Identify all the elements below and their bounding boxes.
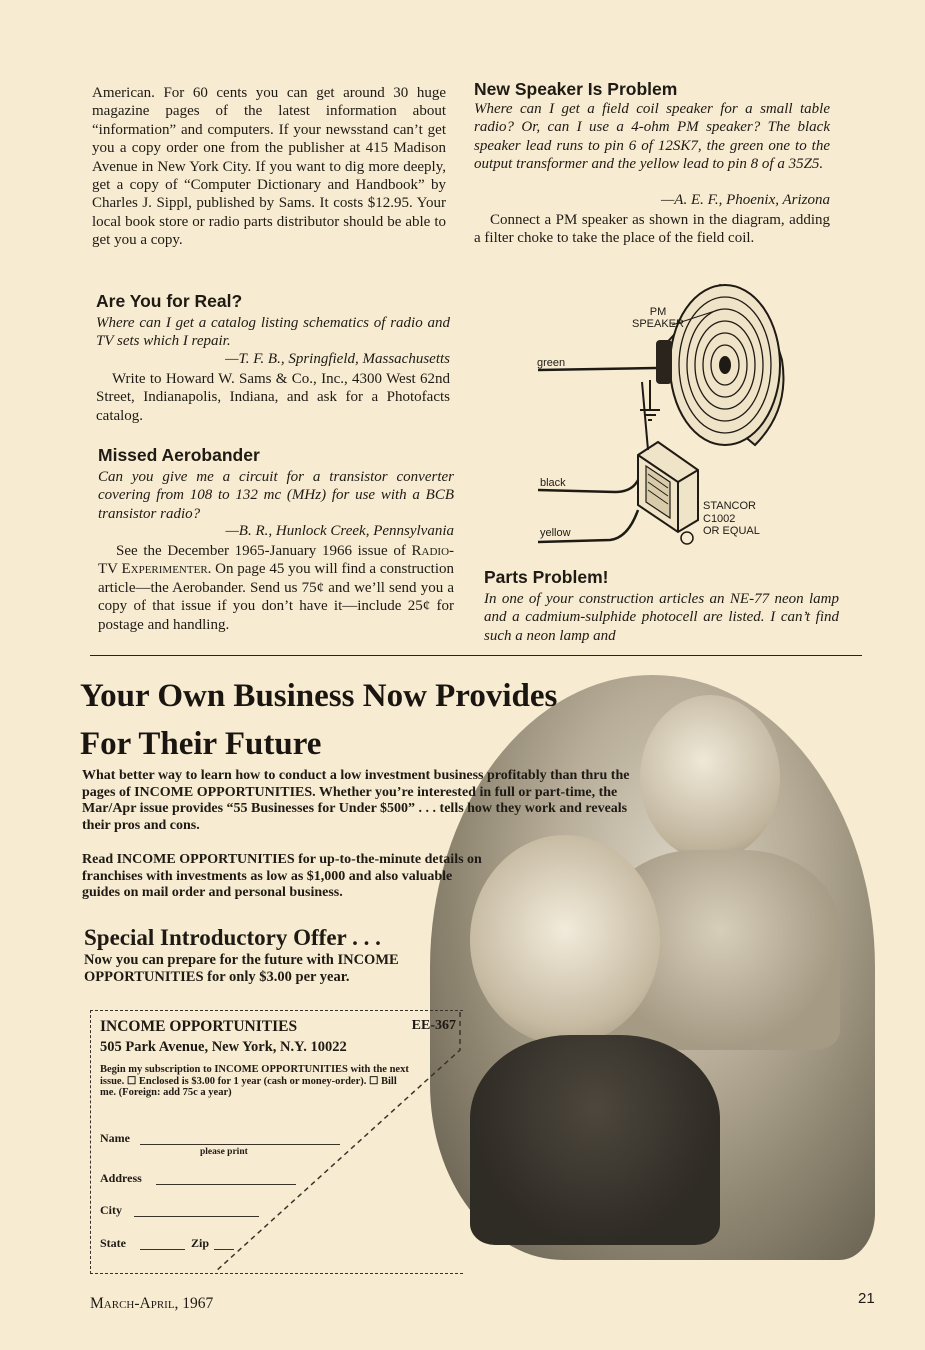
coupon-address: 505 Park Avenue, New York, N.Y. 10022 xyxy=(100,1039,347,1055)
magazine-name: Radio-TV Experimenter xyxy=(98,543,455,578)
city-label: City xyxy=(100,1203,122,1217)
address-label: Address xyxy=(100,1171,142,1185)
offer-text: Now you can prepare for the future with INCOME OPPORTUNITIES for only $3.00 per year. xyxy=(84,952,399,985)
page-number: 21 xyxy=(858,1290,875,1307)
zip-label: Zip xyxy=(191,1236,210,1250)
intro-paragraph: American. For 60 cents you can get around 30 huge magazine pages of the latest information about “information” and computers. If your newsstand can’t get you a copy order one from the publisher at 415 Madison Avenue in New York City. If you want to dig more deeply, get a copy of “Computer Dictionary and Handbook” by Charles J. Sippl, published by Sams. It costs $12.95. Your local book store or radio parts distributor should be able to get you a copy. xyxy=(92,85,446,249)
label-stancor-2: C1002 xyxy=(703,512,736,525)
coupon-magazine-name: INCOME OPPORTUNITIES xyxy=(100,1018,298,1035)
answer-text-pre: See the December 1965-January 1966 issue of xyxy=(116,543,406,559)
ad-title-line2: For Their Future xyxy=(80,726,322,762)
label-pm: PM xyxy=(649,306,667,318)
coupon-header xyxy=(100,1018,456,1036)
ad-paragraph-1: What better way to learn how to conduct a low investment business profitably than thru the pages of INCOME OPPORTUNITIES. Whether you’re interested in full or part-time, the Mar/Apr issue provides “55 Businesses for Under $500” . . . tells how they work and reveals their pros and cons. xyxy=(82,768,630,833)
label-stancor xyxy=(703,500,760,538)
coupon-fine-print: Begin my subscription to INCOME OPPORTUNITIES with the next issue. ☐ Enclosed is $3.00 for 1 year (cash or money-order). ☐ Bill me. (Foreign: add 75c a year) xyxy=(100,1064,409,1098)
signature-missed-aerobander: —B. R., Hunlock Creek, Pennsylvania xyxy=(225,523,454,539)
question-new-speaker: Where can I get a field coil speaker for a small table radio? Or, can I use a 4-ohm PM speaker? The black speaker lead runs to pin 6 of 12SK7, the green one to the output transformer and the yellow lead to pin 8 of a 35Z5. xyxy=(474,101,830,173)
answer-new-speaker: Connect a PM speaker as shown in the diagram, adding a filter choke to take the place of the field coil. xyxy=(474,212,830,247)
label-yellow: yellow xyxy=(540,527,571,539)
state-label: State xyxy=(100,1236,126,1250)
label-speaker: SPEAKER xyxy=(632,318,684,330)
baby-face-upper xyxy=(640,695,780,860)
signature-new-speaker: —A. E. F., Phoenix, Arizona xyxy=(660,192,830,208)
please-print-note: please print xyxy=(200,1147,248,1157)
label-stancor-3: OR EQUAL xyxy=(703,525,760,537)
baby-overalls xyxy=(470,1035,720,1245)
coupon-code: EE-367 xyxy=(411,1018,456,1033)
offer-title: Special Introductory Offer . . . xyxy=(84,925,381,950)
baby-face-lower xyxy=(470,835,660,1045)
question-missed-aerobander: Can you give me a circuit for a transistor converter covering from 108 to 132 mc (MHz) for use with a BCB transistor radio? xyxy=(98,469,454,522)
section-title-parts-problem: Parts Problem! xyxy=(484,567,609,587)
question-are-you-for-real: Where can I get a catalog listing schematics of radio and TV sets which I repair. xyxy=(96,315,450,350)
signature-are-you-for-real: —T. F. B., Springfield, Massachusetts xyxy=(225,351,450,367)
babies-photo xyxy=(430,675,875,1260)
answer-missed-aerobander xyxy=(98,542,454,634)
label-black: black xyxy=(540,477,566,489)
answer-are-you-for-real: Write to Howard W. Sams & Co., Inc., 4300 West 62nd Street, Indianapolis, Indiana, and ask for a Photofacts catalog. xyxy=(96,371,450,424)
ad-divider xyxy=(90,655,862,656)
ad-paragraph-2: Read INCOME OPPORTUNITIES for up-to-the-minute details on franchises with investments as low as $1,000 and also valuable guides on mail order and personal business. xyxy=(82,852,482,901)
address-field[interactable] xyxy=(156,1184,296,1185)
zip-field[interactable] xyxy=(214,1249,234,1250)
filter-choke-icon xyxy=(638,442,698,544)
section-title-are-you-for-real: Are You for Real? xyxy=(96,291,243,311)
question-parts-problem: In one of your construction articles an NE-77 neon lamp and a cadmium-sulphide photocell are listed. I can’t find such a neon lamp and xyxy=(484,591,839,644)
label-pm-speaker xyxy=(632,306,684,330)
city-field[interactable] xyxy=(134,1216,259,1217)
section-title-missed-aerobander: Missed Aerobander xyxy=(98,445,260,465)
ad-title-line1: Your Own Business Now Provides xyxy=(80,678,558,714)
answer-text-post: . On page 45 you will find a construction article—the Aerobander. Send us 75¢ and we’ll send you a copy of that issue if you don’t have it—include 25¢ for postage and handling. xyxy=(98,561,454,633)
name-field[interactable] xyxy=(140,1144,340,1145)
issue-date: March-April, 1967 xyxy=(90,1295,214,1312)
section-title-new-speaker: New Speaker Is Problem xyxy=(474,79,678,99)
label-stancor-1: STANCOR xyxy=(703,500,756,512)
label-green: green xyxy=(537,357,566,369)
name-label: Name xyxy=(100,1131,130,1145)
state-field[interactable] xyxy=(140,1249,185,1250)
